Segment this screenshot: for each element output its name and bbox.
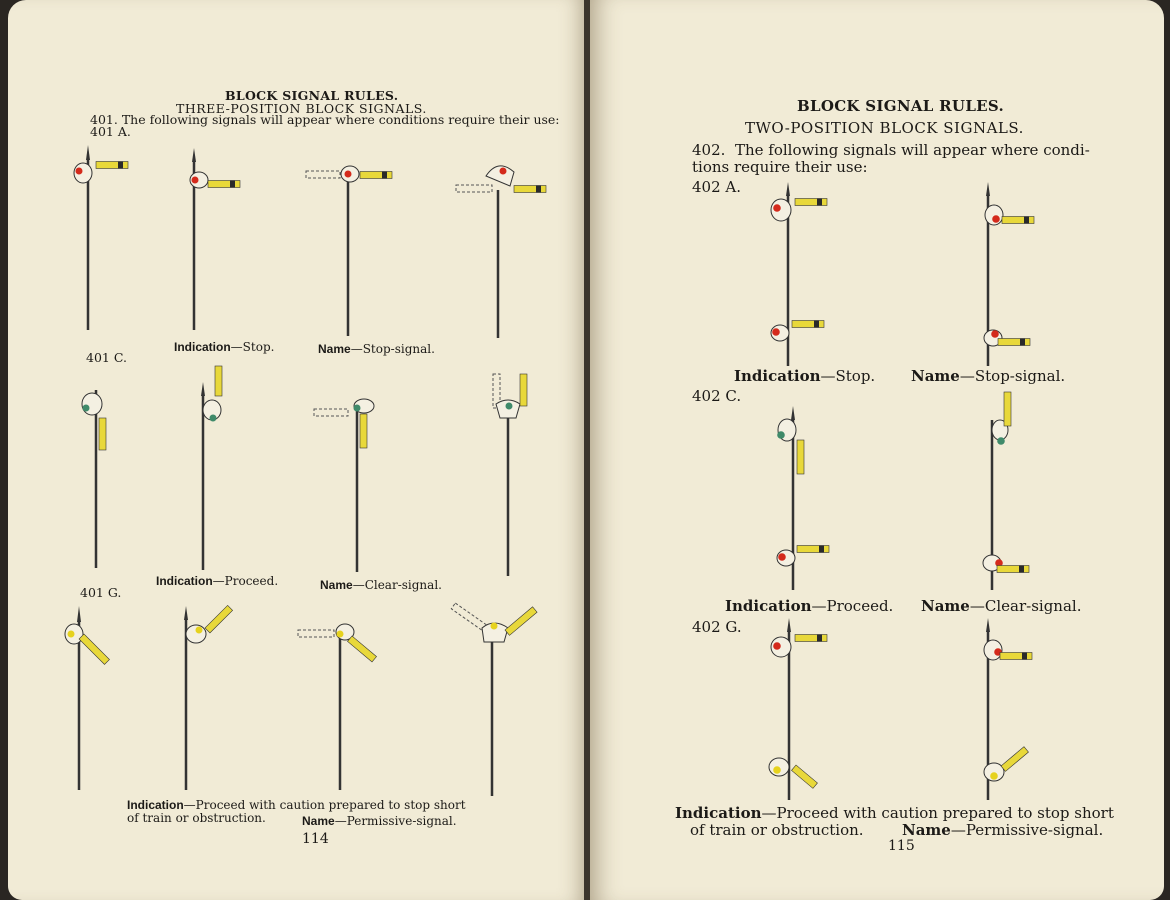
caption-401c-name: Name—Clear-signal. [320,578,442,592]
signal-402g-2 [984,618,1032,800]
caption-402g-indication: Indication—Proceed with caution prepared to stop short [675,804,1114,822]
caption-401a-name: Name—Stop-signal. [318,342,435,356]
left-rule-body: The following signals will appear where conditions require their use: [121,112,560,127]
right-title: BLOCK SIGNAL RULES. [797,97,1005,115]
signal-401a-2 [190,148,240,330]
signal-402a-2 [984,182,1034,366]
group-label-401a: 401 A. [90,124,131,139]
left-rule-number: 401. [90,112,118,127]
signal-401c-2 [201,366,222,570]
caption-402g-name: Name—Permissive-signal. [902,821,1104,839]
group-label-402g: 402 G. [692,618,742,636]
signal-401c-4 [493,374,527,576]
group-label-401g: 401 G. [80,585,122,600]
caption-402a-name: Name—Stop-signal. [911,367,1066,385]
signal-402a-1 [771,182,827,366]
right-rule-body: The following signals will appear where condi- [734,141,1090,159]
caption-402c-indication: Indication—Proceed. [725,597,894,615]
right-rule-line-2: tions require their use: [692,158,868,176]
signal-401g-2 [184,605,233,790]
right-page-number: 115 [888,838,915,854]
signal-402g-1 [769,618,827,800]
caption-401a-indication: Indication—Stop. [174,340,275,354]
signal-401a-4 [456,166,546,338]
group-label-402a: 402 A. [692,178,741,196]
caption-401g-name: Name—Permissive-signal. [302,814,457,828]
right-rule-number: 402. [692,141,726,159]
left-subtitle: THREE-POSITION BLOCK SIGNALS. [176,101,427,116]
signal-402c-2 [983,392,1029,590]
signal-401a-3 [306,166,392,336]
caption-402a-indication: Indication—Stop. [734,367,876,385]
caption-401g-indication-cont: of train or obstruction. [127,811,266,825]
caption-401c-indication: Indication—Proceed. [156,574,279,588]
right-subtitle: TWO-POSITION BLOCK SIGNALS. [745,119,1024,137]
group-label-401c: 401 C. [86,350,127,365]
signal-401a-1 [74,145,128,330]
left-title: BLOCK SIGNAL RULES. [225,88,399,103]
signal-401g-1 [65,606,109,790]
signal-401c-1 [82,390,106,568]
group-label-402c: 402 C. [692,387,742,405]
signal-402c-1 [777,406,829,590]
signal-401c-3 [314,399,374,572]
signal-401g-3 [298,624,377,790]
signal-401g-4 [451,603,537,796]
caption-402c-name: Name—Clear-signal. [921,597,1082,615]
left-page-number: 114 [302,831,329,847]
caption-402g-indication-cont: of train or obstruction. [690,821,864,839]
caption-401g-indication: Indication—Proceed with caution prepared to stop short [127,798,466,812]
